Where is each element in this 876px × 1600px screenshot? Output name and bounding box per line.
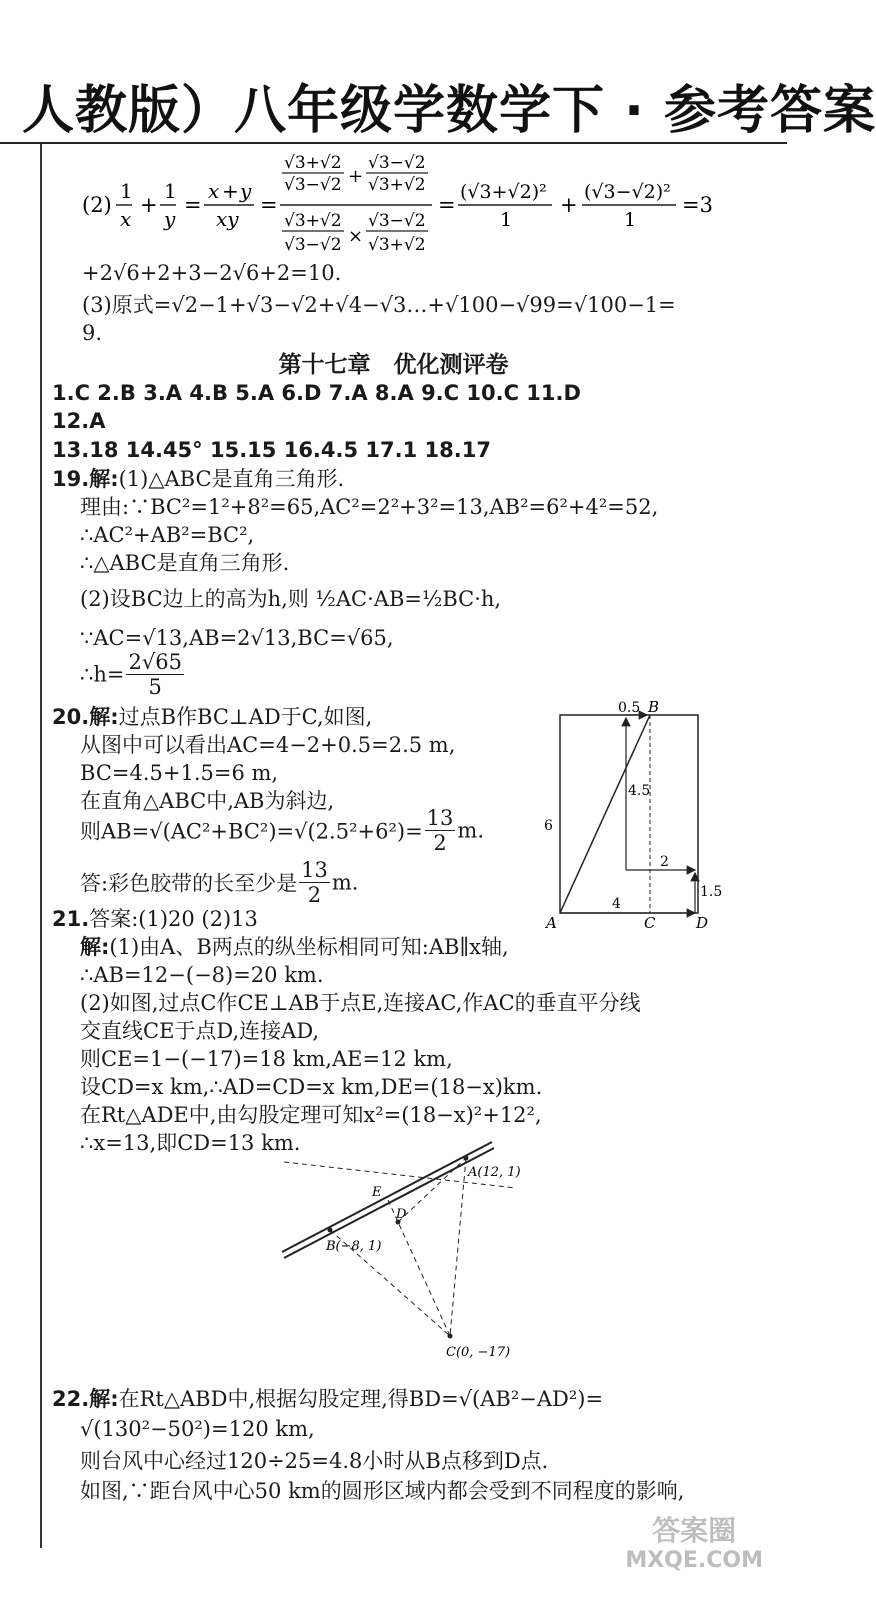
q21-label-D: D xyxy=(396,1207,407,1222)
q21-figure xyxy=(270,1160,560,1360)
q21-line5: 则CE=1−(−17)=18 km,AE=12 km, xyxy=(80,1047,453,1071)
q21-road-upper xyxy=(282,1142,492,1252)
q20-line1 xyxy=(52,704,372,730)
q20-label-4: 4 xyxy=(612,896,621,912)
svg-text:=: = xyxy=(184,193,202,217)
q21-line4: 交直线CE于点D,连接AD, xyxy=(80,1019,320,1043)
problem2-line2: +2√6+2+3−2√6+2=10. xyxy=(82,261,342,285)
svg-text:√3−√2: √3−√2 xyxy=(368,211,426,231)
q22-line4: 如图,∵距台风中心50 km的圆形区域内都会受到不同程度的影响, xyxy=(80,1479,685,1503)
q21-solve: 解: xyxy=(80,935,110,959)
svg-text:+: + xyxy=(140,193,158,217)
svg-text:(√3−√2)²: (√3−√2)² xyxy=(584,181,671,203)
q22-solve: 解: xyxy=(89,1387,119,1411)
watermark-line1: 答案圈 xyxy=(652,1514,737,1547)
q21-line0 xyxy=(52,906,258,932)
q22-number: 22. xyxy=(52,1387,90,1411)
svg-text:y: y xyxy=(164,207,176,231)
q19-number: 19. xyxy=(52,467,90,491)
header-title: 人教版）八年级学数学下 · 参考答案 xyxy=(22,81,876,141)
svg-text:x: x xyxy=(120,207,132,231)
q20-tape-line xyxy=(560,715,650,913)
answers-row-2: 12.A xyxy=(52,409,106,433)
q19-h-denominator: 5 xyxy=(148,675,162,699)
q20-label-2: 2 xyxy=(660,854,669,870)
problem2-formula xyxy=(82,150,742,262)
problem2-equation xyxy=(82,150,742,262)
q20-label-45: 4.5 xyxy=(628,783,651,799)
q20-ab-denominator: 2 xyxy=(433,831,447,855)
q20-label-6: 6 xyxy=(544,818,553,834)
q21-line3: (2)如图,过点C作CE⊥AB于点E,连接AC,作AC的垂直平分线 xyxy=(80,991,641,1015)
q21-label-A: A(12, 1) xyxy=(468,1165,521,1180)
answers-row-3: 13.18 14.45° 15.15 16.4.5 17.1 18.17 xyxy=(52,438,491,462)
q20-answer-fraction xyxy=(299,858,330,907)
q20-line2: 从图中可以看出AC=4−2+0.5=2.5 m, xyxy=(80,733,456,757)
q21-line7: 在Rt△ADE中,由勾股定理可知x²=(18−x)²+12², xyxy=(80,1103,542,1127)
svg-text:x: x xyxy=(208,179,220,203)
svg-text:√3+√2: √3+√2 xyxy=(284,153,342,173)
svg-text:=: = xyxy=(260,193,278,217)
svg-text:+: + xyxy=(560,193,578,217)
q21-line2: ∴AB=12−(−8)=20 km. xyxy=(80,963,324,987)
problem2-label: (2) xyxy=(82,193,112,217)
q22-text1: 在Rt△ABD中,根据勾股定理,得BD=√(AB²−AD²)= xyxy=(118,1387,604,1411)
problem3-line2: 9. xyxy=(82,321,103,345)
svg-text:1: 1 xyxy=(500,209,513,231)
q20-answer-unit: m. xyxy=(331,870,359,895)
q20-label-D: D xyxy=(696,914,709,932)
q20-ab-unit: m. xyxy=(457,818,484,843)
q19-h-numerator: 2√65 xyxy=(128,650,182,674)
q20-answer-numerator: 13 xyxy=(301,858,328,882)
q21-line8: ∴x=13,即CD=13 km. xyxy=(80,1131,301,1155)
q20-ab-fraction xyxy=(425,806,456,855)
svg-text:×: × xyxy=(348,226,364,247)
q21-line-ac xyxy=(450,1158,466,1336)
svg-text:1: 1 xyxy=(624,209,637,231)
svg-text:1: 1 xyxy=(120,179,133,203)
svg-text:+: + xyxy=(348,166,364,187)
svg-text:(√3+√2)²: (√3+√2)² xyxy=(460,181,547,203)
q19-line1 xyxy=(52,466,344,492)
q20-line4: 在直角△ABC中,AB为斜边, xyxy=(80,789,335,813)
q21-answer: 答案:(1)20 (2)13 xyxy=(89,907,258,931)
q21-line1 xyxy=(80,934,509,960)
q21-label-C: C(0, −17) xyxy=(446,1345,511,1360)
svg-text:1: 1 xyxy=(164,179,177,203)
problem2-tail: =3 xyxy=(682,193,713,217)
q22-line2: √(130²−50²)=120 km, xyxy=(80,1417,315,1441)
q20-label-05: 0.5 xyxy=(618,700,641,716)
svg-text:xy: xy xyxy=(216,207,239,231)
q19-h-fraction xyxy=(126,650,183,699)
q19-line3: ∴AC²+AB²=BC², xyxy=(80,523,255,547)
watermark-logo xyxy=(625,1516,763,1576)
q20-text1: 过点B作BC⊥AD于C,如图, xyxy=(118,705,373,729)
q20-answer-text: 答:彩色胶带的长至少是 xyxy=(80,871,298,896)
page-header xyxy=(0,58,876,144)
section-title: 第十七章 优化测评卷 xyxy=(278,352,509,378)
q20-ab-expr: 则AB=√(AC²+BC²)=√(2.5²+6²)= xyxy=(80,819,423,844)
problem3-line1: (3)原式=√2−1+√3−√2+√4−√3…+√100−√99=√100−1= xyxy=(82,293,676,317)
q19-line2: 理由:∵BC²=1²+8²=65,AC²=2²+3²=13,AB²=6²+4²=52, xyxy=(80,495,659,519)
svg-text:√3−√2: √3−√2 xyxy=(368,153,426,173)
q20-line6 xyxy=(80,858,358,907)
watermark-line2: MXQE.COM xyxy=(625,1548,763,1573)
svg-text:+: + xyxy=(222,179,239,203)
q20-label-A: A xyxy=(546,914,557,932)
svg-text:=: = xyxy=(438,193,456,217)
svg-text:√3−√2: √3−√2 xyxy=(284,235,342,255)
q20-number: 20. xyxy=(52,705,90,729)
svg-text:√3−√2: √3−√2 xyxy=(284,175,342,195)
svg-text:√3+√2: √3+√2 xyxy=(368,235,426,255)
q21-line6: 设CD=x km,∴AD=CD=x km,DE=(18−x)km. xyxy=(80,1075,543,1099)
q20-figure xyxy=(530,700,730,932)
q19-h-prefix: ∴h= xyxy=(80,662,125,687)
svg-text:y: y xyxy=(240,179,252,203)
q20-line5 xyxy=(80,806,484,855)
q19-solve: 解: xyxy=(89,467,119,491)
q21-number: 21. xyxy=(52,907,90,931)
q20-answer-denominator: 2 xyxy=(307,883,322,907)
q20-frame xyxy=(560,715,698,913)
q20-label-15: 1.5 xyxy=(700,884,723,900)
q20-ab-numerator: 13 xyxy=(426,806,454,830)
q21-label-E: E xyxy=(372,1185,382,1200)
q19-line7 xyxy=(80,650,186,699)
q20-label-C: C xyxy=(644,914,656,932)
q22-line1 xyxy=(52,1386,603,1412)
q20-solve: 解: xyxy=(89,705,119,729)
q22-line3: 则台风中心经过120÷25=4.8小时从B点移到D点. xyxy=(80,1449,549,1473)
q20-label-B: B xyxy=(648,698,660,716)
q19-line5: (2)设BC边上的高为h,则 ½AC·AB=½BC·h, xyxy=(80,587,502,611)
q19-line4: ∴△ABC是直角三角形. xyxy=(80,551,290,575)
svg-text:√3+√2: √3+√2 xyxy=(368,175,426,195)
q20-line3: BC=4.5+1.5=6 m, xyxy=(80,761,279,785)
q21-label-B: B(−8, 1) xyxy=(326,1239,382,1254)
answers-row-1: 1.C 2.B 3.A 4.B 5.A 6.D 7.A 8.A 9.C 10.C 11.D xyxy=(52,381,581,405)
q19-text1: (1)△ABC是直角三角形. xyxy=(118,467,345,491)
svg-text:√3+√2: √3+√2 xyxy=(284,211,342,231)
q21-text1: (1)由A、B两点的纵坐标相同可知:AB∥x轴, xyxy=(109,935,509,959)
q19-line6: ∵AC=√13,AB=2√13,BC=√65, xyxy=(80,626,394,650)
